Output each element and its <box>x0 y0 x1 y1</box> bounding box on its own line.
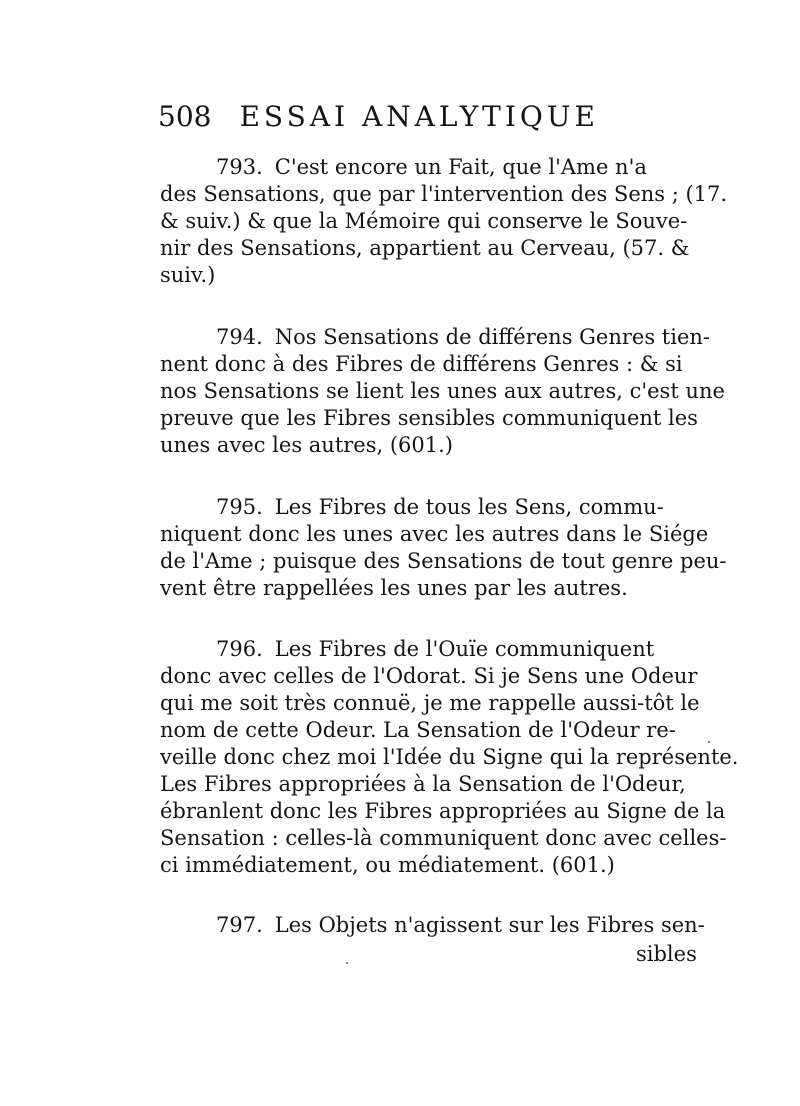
paragraph-line <box>160 494 695 521</box>
paragraph-line <box>160 636 695 663</box>
paragraph-number: 796. <box>216 637 263 661</box>
paragraph-number: 793. <box>216 155 263 179</box>
paragraph-796 <box>160 636 739 879</box>
page-header <box>158 100 638 133</box>
paragraph-line: qui me soit très connuë, je me rappelle aussi-tôt le <box>160 691 700 715</box>
paragraph-line <box>160 912 705 939</box>
paragraph-line: suiv.) <box>160 263 216 287</box>
paragraph-line: des Sensations, que par l'intervention des Sens ; (17. <box>160 182 728 206</box>
paragraph-line: Les Fibres appropriées à la Sensation de l'Odeur, <box>160 772 686 796</box>
line-text: Les Fibres de tous les Sens, commu- <box>274 495 664 519</box>
paragraph-line: de l'Ame ; puisque des Sensations de tout genre peu- <box>160 549 727 573</box>
paragraph-794 <box>160 324 725 459</box>
paragraph-line: nir des Sensations, appartient au Cerveau, (57. & <box>160 236 690 260</box>
paragraph-line: nos Sensations se lient les unes aux autres, c'est une <box>160 379 725 403</box>
line-text: Nos Sensations de différens Genres tien- <box>274 325 710 349</box>
paragraph-793 <box>160 154 728 289</box>
paragraph-line: nom de cette Odeur. La Sensation de l'Odeur re- <box>160 718 676 742</box>
running-title: ESSAI ANALYTIQUE <box>239 100 599 133</box>
page-number: 508 <box>158 100 212 133</box>
paragraph-line: nent donc à des Fibres de différens Genres : & si <box>160 352 683 376</box>
paragraph-line: preuve que les Fibres sensibles communiquent les <box>160 406 698 430</box>
paragraph-line: Sensation : celles-là communiquent donc avec celles- <box>160 826 727 850</box>
paragraph-line: veille donc chez moi l'Idée du Signe qui la représente. <box>160 745 739 769</box>
line-text: Les Objets n'agissent sur les Fibres sen- <box>274 913 705 937</box>
paragraph-line: ébranlent donc les Fibres appropriées au Signe de la <box>160 799 726 823</box>
scan-speck <box>346 962 348 964</box>
line-text: Les Fibres de l'Ouïe communiquent <box>274 637 655 661</box>
paragraph-number: 795. <box>216 495 263 519</box>
paragraph-line <box>160 154 695 181</box>
paragraph-number: 794. <box>216 325 263 349</box>
catchword: sibles <box>636 942 697 966</box>
paragraph-line: unes avec les autres, (601.) <box>160 433 453 457</box>
paragraph-line: niquent donc les unes avec les autres dans le Siége <box>160 522 709 546</box>
paragraph-line: & suiv.) & que la Mémoire qui conserve le Souve- <box>160 209 688 233</box>
paragraph-line: ci immédiatement, ou médiatement. (601.) <box>160 853 615 877</box>
paragraph-number: 797. <box>216 913 263 937</box>
line-text: C'est encore un Fait, que l'Ame n'a <box>274 155 647 179</box>
scan-speck <box>708 741 710 743</box>
paragraph-797 <box>160 912 705 939</box>
paragraph-line: donc avec celles de l'Odorat. Si je Sens une Odeur <box>160 664 698 688</box>
paragraph-line <box>160 324 710 351</box>
paragraph-line: vent être rappellées les unes par les autres. <box>160 576 628 600</box>
paragraph-795 <box>160 494 727 602</box>
